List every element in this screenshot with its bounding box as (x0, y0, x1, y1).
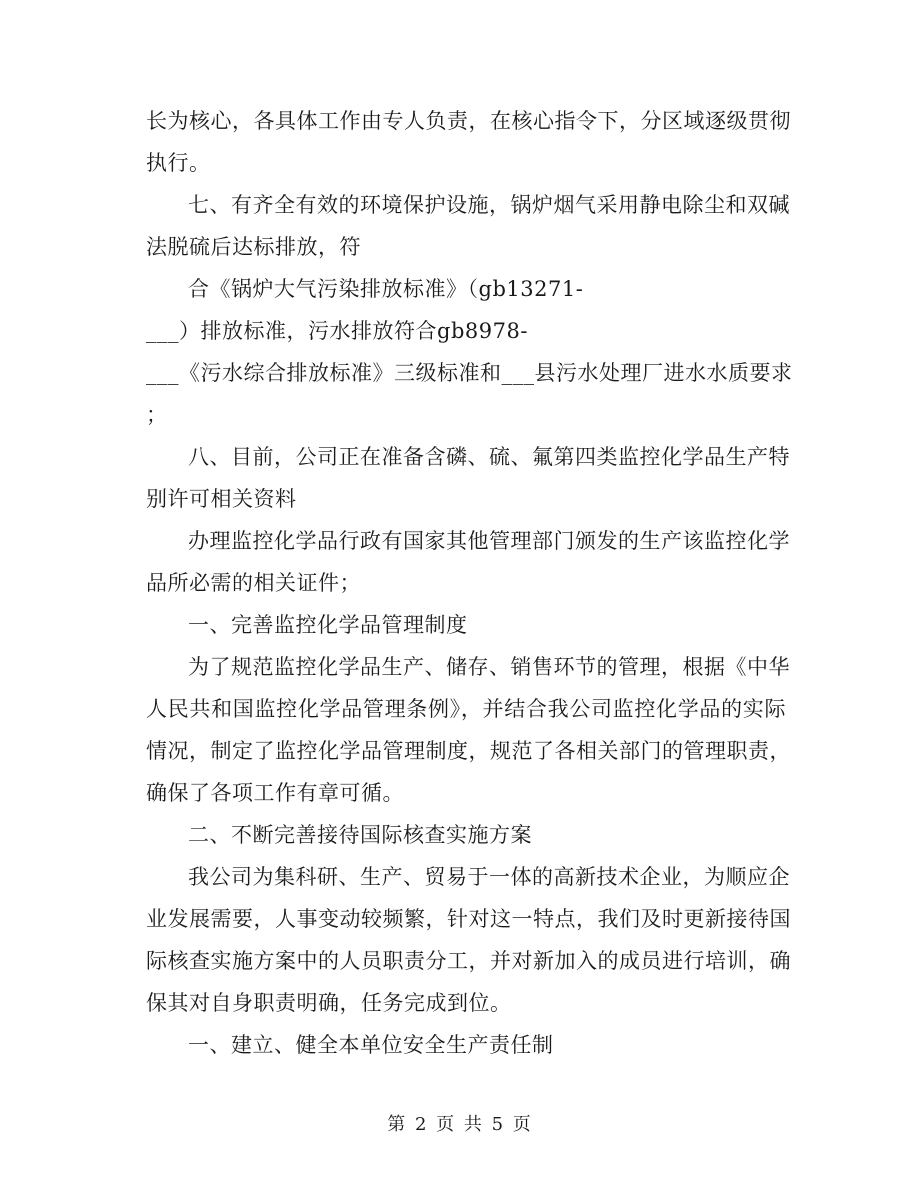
paragraph-line: 业发展需要，人事变动较频繁，针对这一特点，我们及时更新接待国 (146, 907, 791, 931)
paragraph-line: 合《锅炉大气污染排放标准》（gb13271- (188, 277, 584, 301)
section-heading-1: 一、完善监控化学品管理制度 (188, 613, 468, 637)
section-heading-8: 八、目前，公司正在准备含磷、硫、氟第四类监控化学品生产特 (188, 445, 790, 469)
paragraph-line: 法脱硫后达标排放，符 (146, 235, 361, 259)
paragraph-line: 长为核心，各具体工作由专人负责，在核心指令下，分区域逐级贯彻 (146, 109, 791, 133)
paragraph-line: ___《污水综合排放标准》三级标准和___县污水处理厂进水水质要求 (146, 361, 793, 385)
paragraph-line: ； (146, 403, 168, 427)
paragraph-line: 执行。 (146, 151, 211, 175)
paragraph-line: 为了规范监控化学品生产、储存、销售环节的管理，根据《中华 (188, 655, 790, 679)
paragraph-line: 际核查实施方案中的人员职责分工，并对新加入的成员进行培训，确 (146, 949, 791, 973)
paragraph-line: ___）排放标准，污水排放符合gb8978- (146, 319, 528, 343)
section-heading-1b: 一、建立、健全本单位安全生产责任制 (188, 1033, 554, 1057)
section-heading-7: 七、有齐全有效的环境保护设施，锅炉烟气采用静电除尘和双碱 (188, 193, 790, 217)
paragraph-line: 办理监控化学品行政有国家其他管理部门颁发的生产该监控化学 (188, 529, 790, 553)
section-heading-2: 二、不断完善接待国际核查实施方案 (188, 823, 532, 847)
paragraph-line: 情况，制定了监控化学品管理制度，规范了各相关部门的管理职责， (146, 739, 791, 763)
paragraph-line: 确保了各项工作有章可循。 (146, 781, 404, 805)
paragraph-line: 保其对自身职责明确，任务完成到位。 (146, 991, 512, 1015)
paragraph-line: 品所必需的相关证件； (146, 571, 361, 595)
page-number-footer: 第 2 页 共 5 页 (387, 1114, 533, 1135)
paragraph-line: 我公司为集科研、生产、贸易于一体的高新技术企业，为顺应企 (188, 865, 790, 889)
paragraph-line: 人民共和国监控化学品管理条例》，并结合我公司监控化学品的实际 (146, 697, 786, 721)
paragraph-line: 别许可相关资料 (146, 487, 297, 511)
